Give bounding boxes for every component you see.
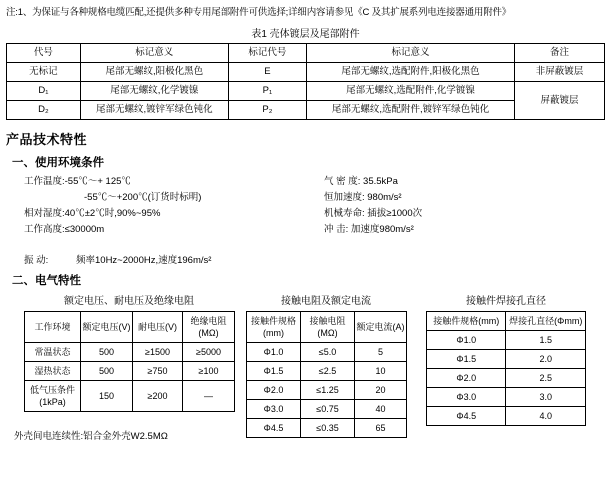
cell-diameter: 1.5 (506, 331, 586, 350)
table-row (7, 82, 605, 101)
env-item-air-tightness: 气 密 度: 35.5kPa (324, 176, 398, 187)
resistance-table-block (246, 292, 406, 438)
note-text: 注:1、为保证与各种规格电缆匹配,还提供多种专用尾部附件可供选择;详细内容请参见《C 及其扩展系列电连接器通用附件》 (6, 7, 512, 18)
table-row (25, 362, 235, 381)
cell-rated: 150 (81, 381, 133, 412)
cell-current: 40 (355, 400, 407, 419)
col-header-contact-resistance: 接触电阻(MΩ) (301, 312, 355, 343)
table-row (247, 419, 407, 438)
table-row (247, 362, 407, 381)
cell-code2: E (228, 63, 307, 82)
electrical-tables (6, 292, 605, 433)
cell-code: D₂ (7, 101, 81, 120)
col-header-working-env: 工作环境 (25, 312, 81, 343)
table-header-row (247, 312, 407, 343)
cell-size: Φ1.0 (247, 343, 301, 362)
env-item-relative-humidity: 相对湿度:40℃±2℃时,90%~95% (24, 208, 161, 219)
col-header-contact-size: 接触件规格(mm) (427, 312, 506, 331)
cell-diameter: 4.0 (506, 407, 586, 426)
cell-withstand: ≥1500 (133, 343, 183, 362)
col-header-remark: 备注 (514, 44, 604, 63)
env-item-working-temperature-cont: -55℃～+200℃(订货时标明) (84, 192, 202, 203)
cell-current: 10 (355, 362, 407, 381)
environment-right-column (324, 174, 584, 238)
cell-resistance: ≤1.25 (301, 381, 355, 400)
table-header-row (7, 44, 605, 63)
cell-code: D₁ (7, 82, 81, 101)
hole-table-block (426, 292, 586, 426)
col-header-meaning2: 标记意义 (307, 44, 515, 63)
cell-meaning2: 尾部无螺纹,选配附件,镀锌军绿色钝化 (307, 101, 515, 120)
cell-env: 低气压条件(1kPa) (25, 381, 81, 412)
table-header-row (427, 312, 586, 331)
cell-rated: 500 (81, 362, 133, 381)
table-row (427, 369, 586, 388)
cell-code2: P₁ (228, 82, 307, 101)
env-item-shock: 冲 击: 加速度980m/s² (324, 224, 414, 235)
cell-current: 5 (355, 343, 407, 362)
table-contact-resistance (246, 311, 407, 438)
cell-diameter: 2.0 (506, 350, 586, 369)
subsection-environment-title: 一、使用环境条件 (12, 157, 104, 169)
cell-size: Φ3.0 (427, 388, 506, 407)
table-header-row (25, 312, 235, 343)
cell-size: Φ4.5 (247, 419, 301, 438)
col-header-withstand-voltage: 耐电压(V) (133, 312, 183, 343)
cell-remark: 非屏蔽镀层 (514, 63, 604, 82)
cell-resistance: ≤2.5 (301, 362, 355, 381)
cell-size: Φ1.5 (427, 350, 506, 369)
cell-insulation: ≥100 (183, 362, 235, 381)
voltage-table-title: 额定电压、耐电压及绝缘电阻 (64, 296, 194, 307)
vibration-label: 振 动: (24, 255, 49, 266)
cell-current: 65 (355, 419, 407, 438)
page-title: 产品技术特性 (6, 132, 88, 147)
env-item-working-temperature: 工作温度:-55℃～+ 125℃ (24, 176, 131, 187)
cell-size: Φ1.5 (247, 362, 301, 381)
hole-table-title: 接触件焊接孔直径 (466, 296, 546, 307)
cell-remark: 屏蔽镀层 (514, 82, 604, 120)
cell-code: 无标记 (7, 63, 81, 82)
resistance-table-title: 接触电阻及额定电流 (281, 296, 371, 307)
env-item-working-altitude: 工作高度:≤30000m (24, 224, 105, 235)
cell-size: Φ2.0 (247, 381, 301, 400)
cell-current: 20 (355, 381, 407, 400)
cell-resistance: ≤5.0 (301, 343, 355, 362)
cell-meaning2: 尾部无螺纹,选配附件,化学镀镍 (307, 82, 515, 101)
cell-withstand: ≥750 (133, 362, 183, 381)
cell-diameter: 2.5 (506, 369, 586, 388)
cell-resistance: ≤0.75 (301, 400, 355, 419)
table-row (427, 388, 586, 407)
table-row (25, 381, 235, 412)
table-row (427, 407, 586, 426)
environment-conditions (24, 174, 605, 252)
cell-size: Φ4.5 (427, 407, 506, 426)
col-header-contact-size: 接触件规格(mm) (247, 312, 301, 343)
subsection-electrical-title: 二、电气特性 (12, 275, 81, 287)
table-row (7, 63, 605, 82)
cell-env: 湿热状态 (25, 362, 81, 381)
table-voltage-insulation (24, 311, 235, 412)
col-header-code2: 标记代号 (228, 44, 307, 63)
cell-meaning: 尾部无螺纹,阳极化黑色 (80, 63, 228, 82)
footer-note: 外壳间电连续性:铝合金外壳W2.5MΩ (14, 431, 168, 442)
environment-left-column (24, 174, 314, 238)
table-row (247, 381, 407, 400)
cell-meaning: 尾部无螺纹,化学镀镍 (80, 82, 228, 101)
col-header-rated-voltage: 额定电压(V) (81, 312, 133, 343)
col-header-code: 代号 (7, 44, 81, 63)
env-item-vibration (24, 252, 605, 266)
env-item-constant-acceleration: 恒加速度: 980m/s² (324, 192, 402, 203)
table-row (427, 331, 586, 350)
cell-resistance: ≤0.35 (301, 419, 355, 438)
table-row (247, 400, 407, 419)
col-header-rated-current: 额定电流(A) (355, 312, 407, 343)
cell-meaning: 尾部无螺纹,镀锌军绿色钝化 (80, 101, 228, 120)
env-item-mechanical-life: 机械寿命: 插拔≥1000次 (324, 208, 423, 219)
cell-withstand: ≥200 (133, 381, 183, 412)
cell-diameter: 3.0 (506, 388, 586, 407)
table-row (427, 350, 586, 369)
cell-code2: P₂ (228, 101, 307, 120)
table-solder-hole-diameter (426, 311, 586, 426)
table-row (25, 343, 235, 362)
table-shell-plating (6, 43, 605, 120)
col-header-meaning: 标记意义 (80, 44, 228, 63)
col-header-hole-diameter: 焊接孔直径(Φmm) (506, 312, 586, 331)
cell-rated: 500 (81, 343, 133, 362)
voltage-table-block (24, 292, 234, 412)
table-row (247, 343, 407, 362)
col-header-insulation-resistance: 绝缘电阻(MΩ) (183, 312, 235, 343)
table1-caption: 表1 壳体镀层及尾部附件 (251, 29, 360, 40)
cell-meaning2: 尾部无螺纹,选配附件,阳极化黑色 (307, 63, 515, 82)
cell-size: Φ3.0 (247, 400, 301, 419)
cell-size: Φ1.0 (427, 331, 506, 350)
cell-size: Φ2.0 (427, 369, 506, 388)
cell-insulation: — (183, 381, 235, 412)
vibration-value: 频率10Hz~2000Hz,速度196m/s² (76, 255, 212, 266)
cell-env: 常温状态 (25, 343, 81, 362)
cell-insulation: ≥5000 (183, 343, 235, 362)
